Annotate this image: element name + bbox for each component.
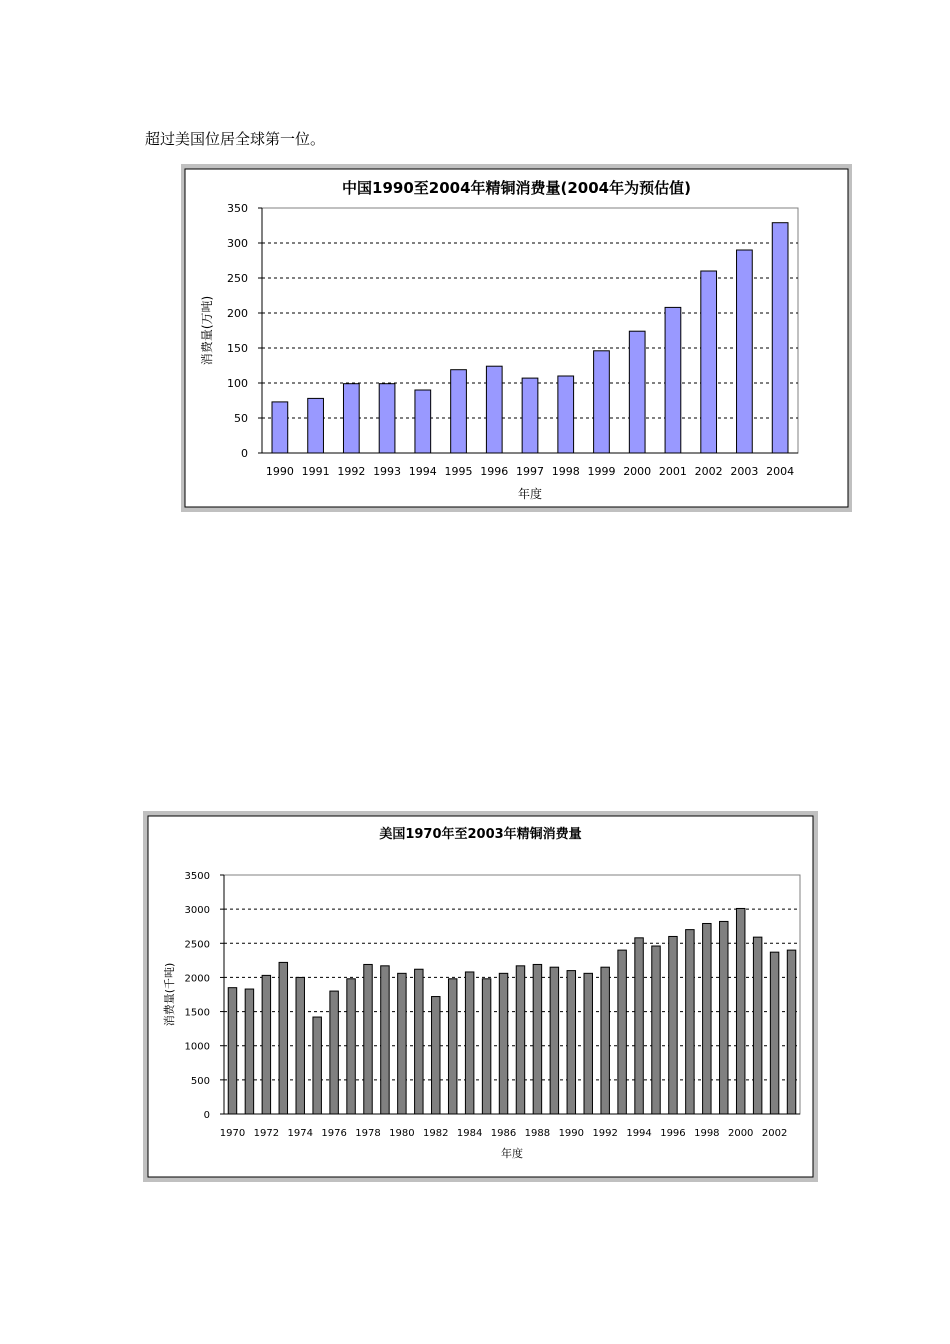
x-tick-label: 1984 — [456, 1128, 483, 1139]
y-tick-label: 0 — [241, 447, 248, 460]
bar-1974 — [296, 977, 304, 1114]
bar-1994 — [635, 938, 643, 1114]
us-copper-chart-svg — [143, 811, 818, 1182]
bar-1979 — [381, 966, 389, 1114]
x-tick-label: 1978 — [355, 1128, 381, 1139]
y-tick-label: 1500 — [184, 1007, 210, 1019]
x-tick-label: 1980 — [389, 1128, 415, 1139]
x-tick-label: 1999 — [587, 465, 616, 478]
bar-1990 — [272, 402, 288, 453]
bar-1985 — [482, 979, 490, 1114]
bar-1990 — [567, 971, 575, 1114]
y-tick-label: 0 — [203, 1110, 210, 1121]
x-tick-label: 1974 — [287, 1128, 313, 1139]
y-tick-label: 3000 — [184, 905, 210, 917]
china-copper-chart-svg — [181, 164, 852, 512]
chart-title: 中国1990至2004年精铜消费量(2004年为预估值) — [342, 179, 691, 197]
bar-1997 — [686, 930, 694, 1114]
us-copper-chart — [143, 811, 818, 1182]
x-tick-label: 2002 — [761, 1128, 788, 1139]
x-tick-label: 1996 — [660, 1128, 686, 1139]
bar-1973 — [279, 962, 287, 1114]
y-tick-label: 200 — [227, 307, 248, 320]
bar-1970 — [228, 988, 236, 1114]
bar-1995 — [451, 370, 467, 453]
x-axis-label: 年度 — [501, 1147, 523, 1160]
x-tick-label: 1990 — [558, 1128, 585, 1139]
y-tick-label: 1000 — [184, 1041, 210, 1053]
y-tick-label: 2000 — [184, 973, 210, 985]
x-tick-label: 1993 — [373, 465, 402, 478]
bar-1992 — [601, 967, 609, 1114]
x-tick-label: 1994 — [408, 465, 437, 478]
y-tick-label: 100 — [227, 377, 248, 390]
bar-2003 — [737, 250, 753, 453]
bar-1971 — [245, 989, 253, 1114]
y-tick-label: 300 — [227, 237, 248, 250]
bar-1996 — [486, 366, 502, 453]
y-tick-label: 350 — [227, 202, 248, 215]
bar-1994 — [415, 390, 431, 453]
bar-1975 — [313, 1017, 321, 1114]
x-tick-label: 2001 — [658, 465, 687, 478]
chart-title: 美国1970年至2003年精铜消费量 — [379, 827, 582, 842]
x-tick-label: 1970 — [219, 1128, 246, 1139]
y-tick-label: 500 — [190, 1075, 210, 1087]
bar-1987 — [516, 966, 524, 1114]
bar-1980 — [398, 973, 406, 1114]
bar-1984 — [465, 972, 473, 1114]
bar-2000 — [736, 908, 744, 1114]
bar-1972 — [262, 975, 270, 1114]
china-copper-chart — [181, 164, 852, 512]
x-tick-label: 1976 — [321, 1128, 347, 1139]
bar-2001 — [665, 307, 681, 453]
bar-1976 — [330, 991, 338, 1114]
x-tick-label: 2000 — [623, 465, 652, 478]
x-tick-label: 1988 — [524, 1128, 551, 1139]
bar-1983 — [448, 979, 456, 1114]
y-tick-label: 3500 — [184, 871, 210, 882]
bar-1999 — [720, 921, 728, 1114]
bar-1993 — [379, 384, 395, 453]
plot-area — [224, 875, 800, 1114]
bar-1991 — [308, 398, 324, 453]
x-tick-label: 1992 — [592, 1128, 618, 1139]
bar-1993 — [618, 950, 626, 1114]
x-tick-label: 1992 — [337, 465, 366, 478]
bar-1991 — [584, 973, 592, 1114]
bar-2001 — [753, 937, 761, 1114]
bar-1998 — [558, 376, 574, 453]
bar-1995 — [652, 946, 660, 1114]
x-axis-label: 年度 — [517, 487, 543, 501]
x-tick-label: 1991 — [301, 465, 330, 478]
x-tick-label: 1990 — [265, 465, 294, 478]
y-tick-label: 2500 — [184, 939, 210, 951]
x-tick-label: 1997 — [516, 465, 544, 478]
bar-1998 — [703, 923, 711, 1114]
x-tick-label: 1995 — [444, 465, 473, 478]
y-axis-label: 消费量(万吨) — [200, 295, 214, 366]
x-tick-label: 1998 — [694, 1128, 720, 1139]
bar-1992 — [343, 384, 359, 453]
bar-1986 — [499, 973, 507, 1114]
bar-1981 — [415, 969, 423, 1114]
bar-1978 — [364, 964, 372, 1114]
x-tick-label: 1982 — [423, 1128, 449, 1139]
bar-2000 — [629, 331, 645, 453]
bar-2002 — [770, 952, 778, 1114]
y-tick-label: 250 — [227, 272, 248, 285]
x-tick-label: 1998 — [551, 465, 580, 478]
bar-1996 — [669, 936, 677, 1114]
x-tick-label: 1994 — [626, 1128, 652, 1139]
x-tick-label: 2002 — [694, 465, 723, 478]
bar-2002 — [701, 271, 717, 453]
bar-1997 — [522, 378, 538, 453]
bar-1977 — [347, 979, 355, 1114]
y-axis-label: 消费量(千吨) — [163, 962, 176, 1027]
y-tick-label: 150 — [227, 342, 248, 355]
x-tick-label: 2000 — [727, 1128, 754, 1139]
x-tick-label: 1986 — [490, 1128, 517, 1139]
bar-2003 — [787, 950, 795, 1114]
bar-1999 — [594, 351, 610, 453]
bar-1988 — [533, 964, 541, 1114]
x-tick-label: 1972 — [253, 1128, 280, 1139]
bar-1982 — [432, 997, 440, 1114]
y-tick-label: 50 — [234, 412, 248, 425]
body-paragraph: 超过美国位居全球第一位。 — [145, 130, 326, 148]
x-tick-label: 1996 — [480, 465, 509, 478]
bar-2004 — [772, 223, 788, 453]
x-tick-label: 2004 — [766, 465, 795, 478]
x-tick-label: 2003 — [730, 465, 759, 478]
bar-1989 — [550, 967, 558, 1114]
